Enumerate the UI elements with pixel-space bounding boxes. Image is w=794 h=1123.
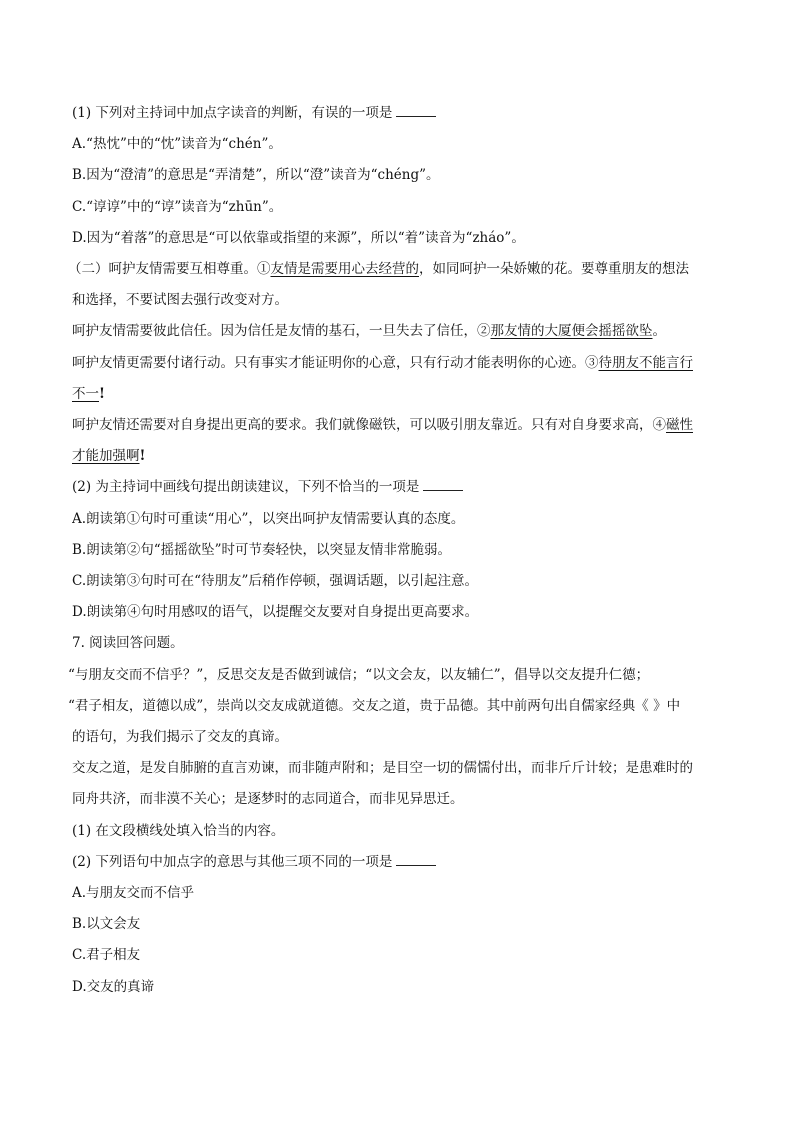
underlined-sentence-3: 待朋友不能言行 (598, 354, 693, 371)
passage-paragraph-4: 呵护友情还需要对自身提出更高的要求。我们就像磁铁，可以吸引朋友靠近。只有对自身要求高，④磁性 (72, 417, 693, 434)
question-7-sub-2: (2) 下列语句中加点字的意思与其他三项不同的一项是 (72, 847, 722, 878)
question-1-option-a: A.“热忱”中的“忱”读音为“chén”。 (72, 136, 282, 153)
reading-passage-line-5: 同舟共济，而非漠不关心；是逐梦时的志同道合，而非见异思迁。 (72, 791, 464, 808)
passage-paragraph-1: （二）呵护友情需要互相尊重。①友情是需要用心去经营的，如同呵护一朵娇嫩的花。要尊重朋友的想法 (68, 261, 689, 278)
question-2-stem: (2) 为主持词中画线句提出朗读建议，下列不恰当的一项是 (72, 472, 722, 503)
reading-passage-line-2: “君子相友，道德以成”，崇尚以交友成就道德。交友之道，贵于品德。其中前两句出自儒家经典《 》中 (68, 697, 681, 714)
answer-blank (423, 478, 463, 491)
underlined-sentence-3-cont: 不一 (72, 385, 99, 402)
underlined-sentence-1: 友情是需要用心去经营的 (270, 261, 419, 278)
answer-blank (396, 104, 436, 117)
reading-passage-line-4: 交友之道，是发自肺腑的直言劝谏，而非随声附和；是目空一切的儒懦付出，而非斤斤计较；是患难时的 (72, 760, 693, 777)
question-2-option-a: A.朗读第①句时可重读“用心”，以突出呵护友情需要认真的态度。 (72, 510, 465, 527)
question-7-sub-1: (1) 在文段横线处填入恰当的内容。 (72, 822, 285, 839)
question-1-option-d: D.因为“着落”的意思是“可以依靠或指望的来源”，所以“着”读音为“zháo”。 (72, 229, 525, 246)
question-1-stem: (1) 下列对主持词中加点字读音的判断，有误的一项是 (72, 98, 722, 129)
answer-blank (396, 853, 436, 866)
question-1-option-b: B.因为“澄清”的意思是“弄清楚”，所以“澄”读音为“chéng”。 (72, 167, 440, 184)
passage-paragraph-3: 呵护友情更需要付诸行动。只有事实才能证明你的心意，只有行动才能表明你的心迹。③待朋友不能言行 (72, 354, 693, 371)
passage-paragraph-2: 呵护友情需要彼此信任。因为信任是友情的基石，一旦失去了信任，②那友情的大厦便会摇摇欲坠。 (72, 323, 666, 340)
question-7-option-a: A.与朋友交而不信乎 (72, 885, 195, 902)
question-2-option-c: C.朗读第③句时可在“待朋友”后稍作停顿，强调话题，以引起注意。 (72, 573, 478, 590)
question-2-option-d: D.朗读第④句时用感叹的语气，以提醒交友要对自身提出更高要求。 (72, 604, 479, 621)
passage-paragraph-1-cont: 和选择，不要试图去强行改变对方。 (72, 292, 288, 309)
underlined-sentence-4: 磁性 (666, 417, 693, 434)
question-7-option-b: B.以文会友 (72, 916, 141, 933)
reading-passage-line-3: 的语句，为我们揭示了交友的真谛。 (72, 729, 288, 746)
question-7-option-d: D.交友的真谛 (72, 978, 155, 995)
question-7-title: 7. 阅读回答问题。 (72, 635, 184, 652)
question-1-option-c: C.“谆谆”中的“谆”读音为“zhūn”。 (72, 198, 283, 215)
question-2-option-b: B.朗读第②句“摇摇欲坠”时可节奏轻快，以突显友情非常脆弱。 (72, 541, 452, 558)
underlined-sentence-4-cont: 才能加强啊 (72, 448, 140, 465)
reading-passage-line-1: “与朋友交而不信乎？”，反思交友是否做到诚信；“以文会友，以友辅仁”，倡导以交友提升仁德； (68, 666, 650, 683)
underlined-sentence-2: 那友情的大厦便会摇摇欲坠 (490, 323, 653, 340)
question-7-option-c: C.君子相友 (72, 947, 141, 964)
passage-paragraph-4-cont: 才能加强啊! (72, 448, 146, 465)
passage-paragraph-3-cont: 不一! (72, 385, 105, 402)
document-page (68, 98, 722, 1003)
